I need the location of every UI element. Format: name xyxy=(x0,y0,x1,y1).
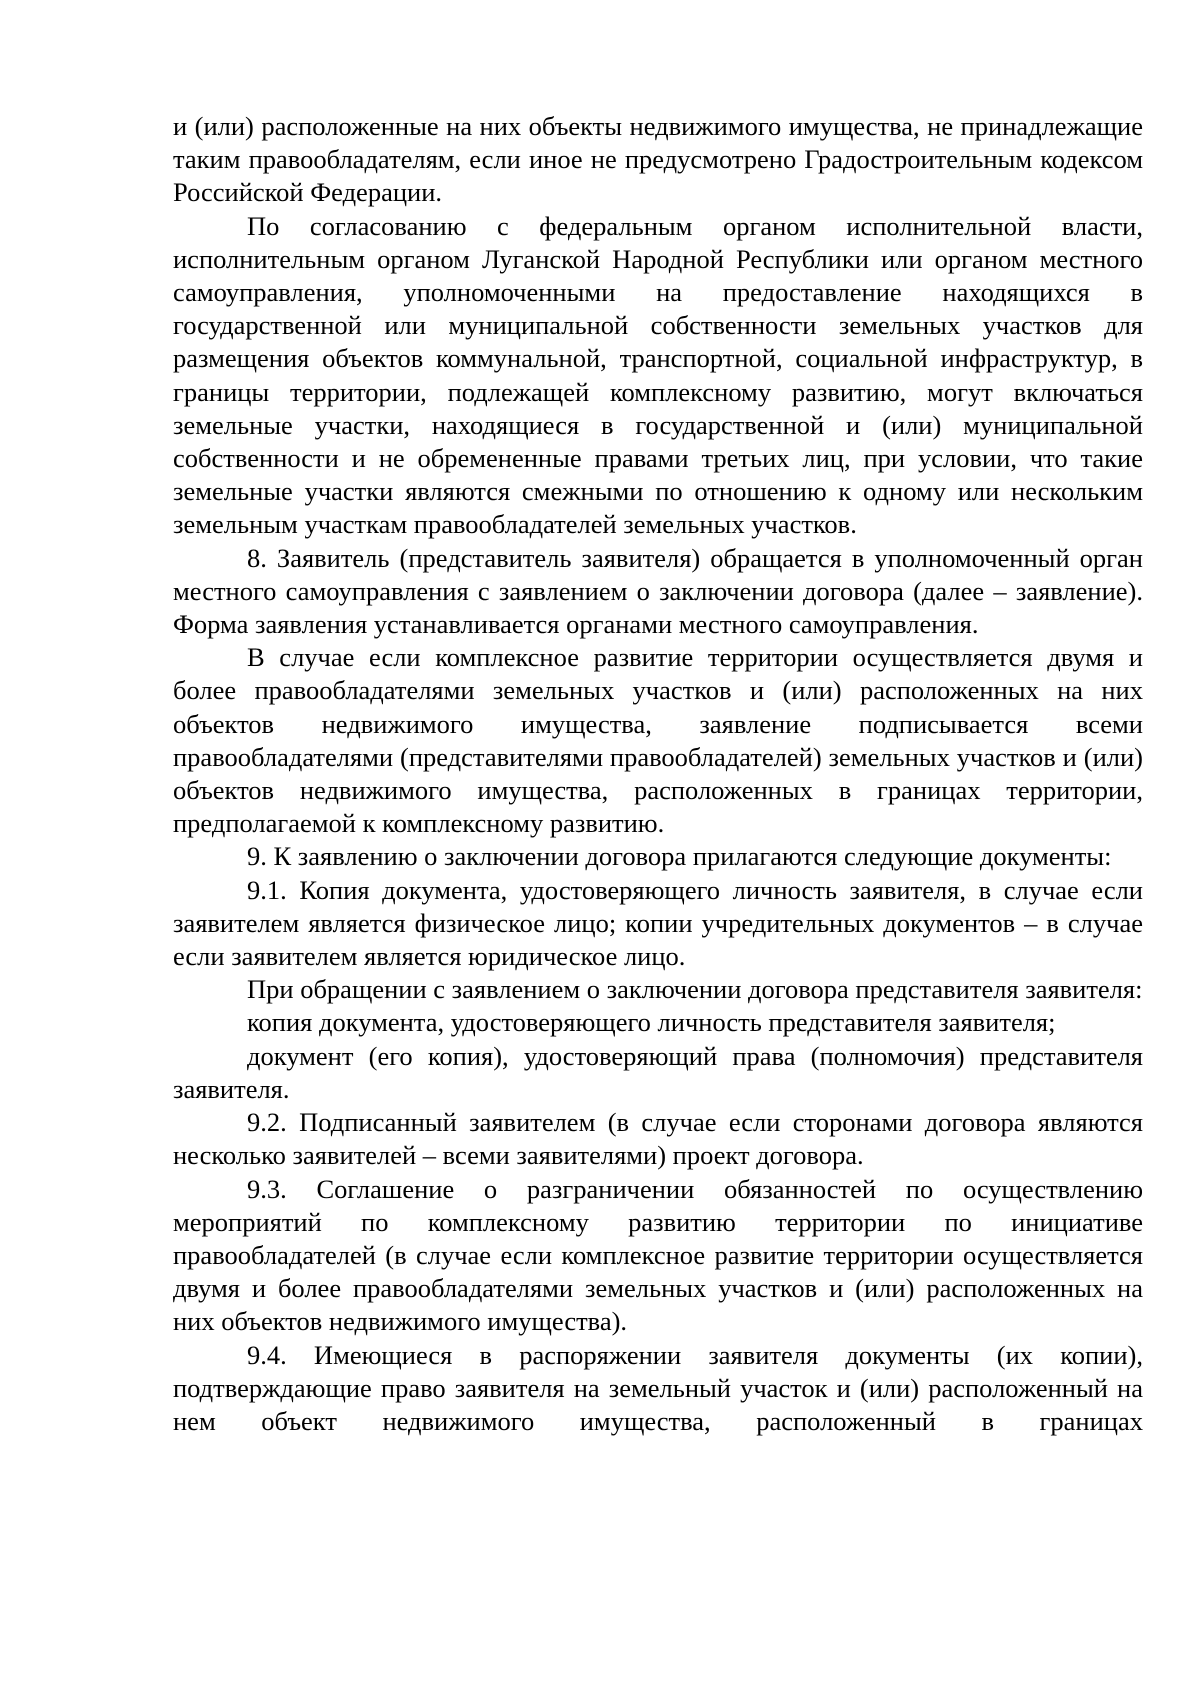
paragraph-4: В случае если комплексное развитие территории осуществляется двумя и более правообладателями земельных участков и (или) расположенных на них объектов недвижимого имущества, заявление подписывается всеми правообладателями (представителями правообладателей) земельных участков и (или) объектов недвижимого имущества, расположенных в границах территории, предполагаемой к комплексному развитию. xyxy=(173,642,1143,839)
paragraph-11: 9.3. Соглашение о разграничении обязанностей по осуществлению мероприятий по комплексному развитию территории по инициативе правообладателей (в случае если комплексное развитие территории осуществляется двумя и более правообладателями земельных участков и (или) расположенных на них объектов недвижимого имущества). xyxy=(173,1173,1143,1337)
paragraph-10: 9.2. Подписанный заявителем (в случае если сторонами договора являются несколько заявителей – всеми заявителями) проект договора. xyxy=(173,1107,1143,1171)
paragraph-2: По согласованию с федеральным органом исполнительной власти, исполнительным органом Луганской Народной Республики или органом местного самоуправления, уполномоченными на предоставление находящихся в государственной или муниципальной собственности земельных участков для размещения объектов коммунальной, транспортной, социальной инфраструктур, в границы территории, подлежащей комплексному развитию, могут включаться земельные участки, находящиеся в государственной и (или) муниципальной собственности и не обремененные правами третьих лиц, при условии, что такие земельные участки являются смежными по отношению к одному или нескольким земельным участкам правообладателей земельных участков. xyxy=(173,210,1143,540)
paragraph-7: При обращении с заявлением о заключении договора представителя заявителя: xyxy=(247,974,1143,1005)
paragraph-9: документ (его копия), удостоверяющий права (полномочия) представителя заявителя. xyxy=(173,1040,1143,1104)
paragraph-1: и (или) расположенные на них объекты недвижимого имущества, не принадлежащие таким правообладателям, если иное не предусмотрено Градостроительным кодексом Российской Федерации. xyxy=(173,111,1143,208)
paragraph-5: 9. К заявлению о заключении договора прилагаются следующие документы: xyxy=(247,841,1112,872)
paragraph-8: копия документа, удостоверяющего личность представителя заявителя; xyxy=(247,1007,1056,1038)
paragraph-3: 8. Заявитель (представитель заявителя) обращается в уполномоченный орган местного самоуправления с заявлением о заключении договора (далее – заявление). Форма заявления устанавливается органами местного самоуправления. xyxy=(173,542,1143,640)
paragraph-6: 9.1. Копия документа, удостоверяющего личность заявителя, в случае если заявителем является физическое лицо; копии учредительных документов – в случае если заявителем является юридическое лицо. xyxy=(173,874,1143,972)
paragraph-12: 9.4. Имеющиеся в распоряжении заявителя документы (их копии), подтверждающие право заявителя на земельный участок и (или) расположенный на нем объект недвижимого имущества, расположенный в границах xyxy=(173,1339,1143,1436)
document-page xyxy=(173,110,1143,1438)
